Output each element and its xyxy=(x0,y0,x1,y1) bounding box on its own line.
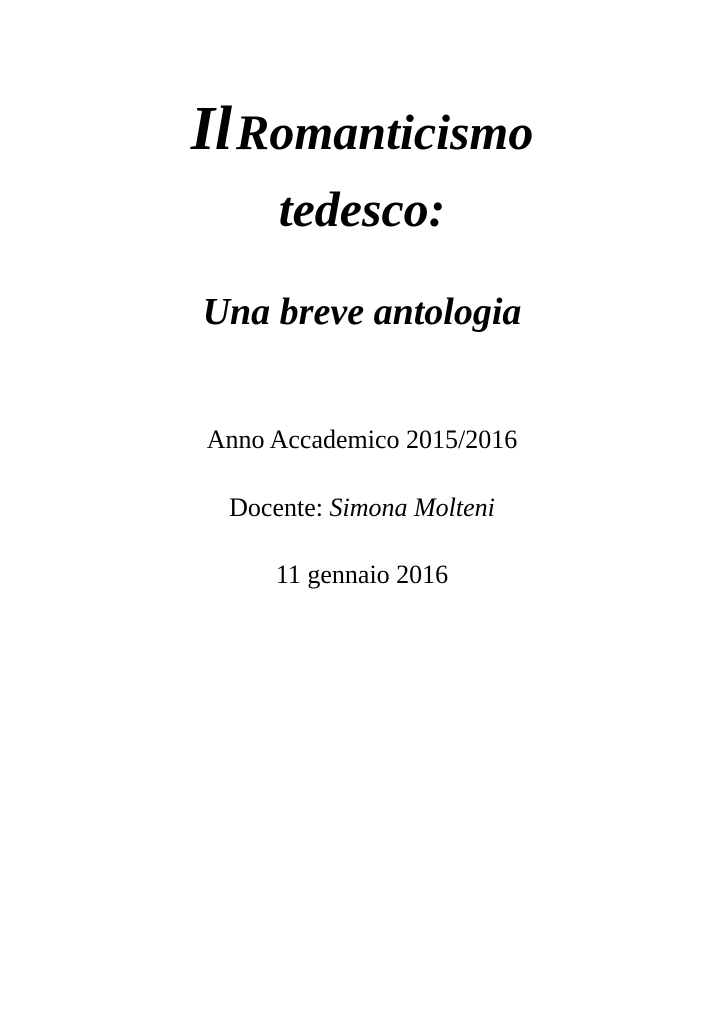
document-date: 11 gennaio 2016 xyxy=(275,560,449,589)
title-line-1 xyxy=(0,95,724,170)
academic-year: Anno Accademico 2015/2016 xyxy=(206,425,518,454)
title-line-2: tedesco: xyxy=(278,181,446,237)
teacher-line xyxy=(0,493,724,523)
teacher-name: Simona Molteni xyxy=(329,493,495,522)
teacher-label: Docente: xyxy=(229,493,323,522)
document-subtitle: Una breve antologia xyxy=(202,291,522,333)
title-word-il: Il xyxy=(190,95,233,163)
document-title xyxy=(0,95,724,237)
title-word-romanticismo: Romanticismo xyxy=(236,104,534,160)
